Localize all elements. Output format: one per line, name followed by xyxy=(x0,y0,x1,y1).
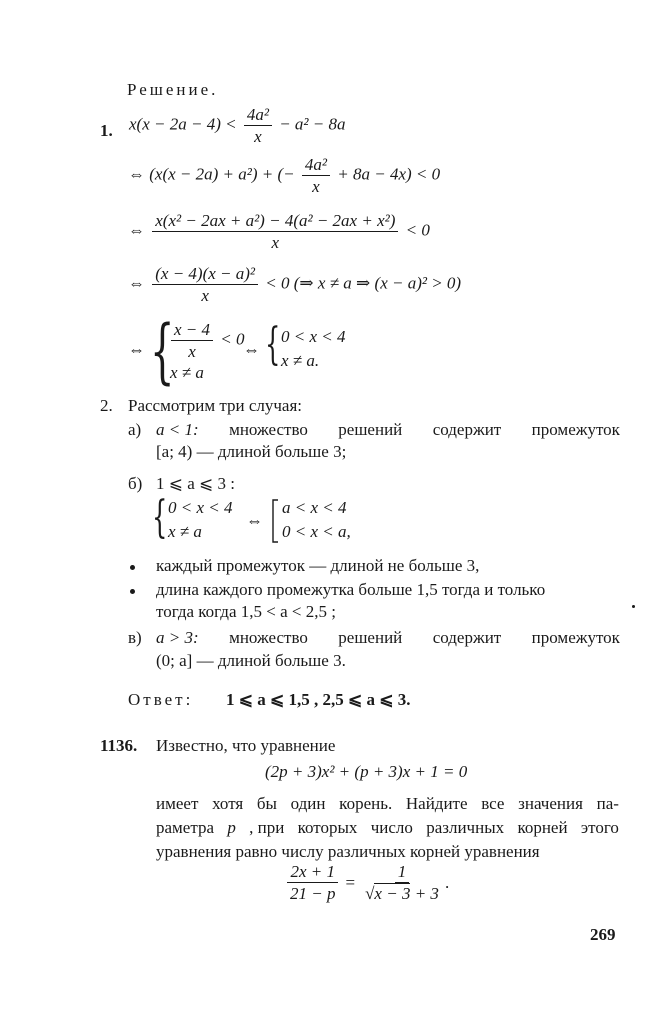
case-b-sys2-row2: 0 < x < a, xyxy=(282,522,351,541)
text-word: раметра xyxy=(156,818,215,837)
problem-eq2 xyxy=(284,862,449,903)
case-b-left-brace: { xyxy=(152,492,168,543)
line3-arrow: ⇔ xyxy=(128,220,145,240)
text-word: , при xyxy=(249,818,285,837)
case-a-word: содержит xyxy=(432,420,502,439)
text-word: па- xyxy=(596,794,619,813)
text-word: имеет xyxy=(156,794,199,813)
case-a-line1 xyxy=(156,420,620,440)
case-b-arrow: ⇔ xyxy=(246,511,263,530)
problem-equation: (2p + 3)x² + (p + 3)x + 1 = 0 xyxy=(265,762,468,781)
line2-part-b: + 8a − 4x) < 0 xyxy=(337,164,441,184)
case-c-word: решений xyxy=(338,628,403,647)
case-b-sys1-row2: x ≠ a xyxy=(168,522,202,541)
sqrt-sign: √ xyxy=(365,884,375,903)
case-a-label: а) xyxy=(128,420,142,439)
eq2-radicand: x − 3 xyxy=(374,884,411,903)
line5-arrow: ⇔ xyxy=(128,340,145,359)
case-c-label: в) xyxy=(128,628,142,647)
page-number: 269 xyxy=(590,925,616,944)
bullet-2-cont: тогда когда 1,5 < a < 2,5 ; xyxy=(156,602,336,621)
line3-frac-num: x(x² − 2ax + a²) − 4(a² − 2ax + x²) xyxy=(152,211,398,232)
text-word: p xyxy=(227,818,236,837)
line1-lhs: x(x − 2a − 4) < xyxy=(129,114,237,134)
text-word: бы xyxy=(256,794,277,813)
case-b-label: б) xyxy=(128,474,143,493)
line1-frac-num: 4a² xyxy=(244,105,272,126)
line5-sys2-row1: 0 < x < 4 xyxy=(281,327,346,346)
eq2-rhs-den-b: + 3 xyxy=(414,884,439,903)
text-word: хотя xyxy=(212,794,244,813)
case-b-condition: 1 ⩽ a ⩽ 3 : xyxy=(156,474,236,493)
sys1-frac-num: x − 4 xyxy=(171,320,213,341)
line1-frac-den: x xyxy=(254,127,262,146)
line4-tail: < 0 (⇒ x ≠ a ⇒ (x − a)² > 0) xyxy=(265,273,462,293)
case-a-line2: [a; 4) — длиной больше 3; xyxy=(156,442,347,461)
problem-text-line2 xyxy=(156,818,619,838)
step1-line1 xyxy=(129,105,345,146)
case-a-word: a < 1: xyxy=(156,420,199,439)
step1-line3 xyxy=(128,211,430,252)
eq2-lhs-num: 2x + 1 xyxy=(287,862,338,883)
case-a-word: решений xyxy=(338,420,403,439)
line5-sys2-row2: x ≠ a. xyxy=(281,351,320,370)
case-c-word: содержит xyxy=(432,628,502,647)
step1-number: 1. xyxy=(100,121,113,140)
sys1-tail: < 0 xyxy=(220,329,245,349)
case-c-word: промежуток xyxy=(531,628,620,647)
case-c-line2: (0; a] — длиной больше 3. xyxy=(156,651,346,670)
solution-heading: Решение. xyxy=(127,80,219,99)
text-word: Найдите xyxy=(405,794,468,813)
line4-frac-den: x xyxy=(201,286,209,305)
case-c-word: множество xyxy=(229,628,308,647)
eq2-lhs-den: 21 − p xyxy=(290,884,336,903)
answer-value: 1 ⩽ a ⩽ 1,5 , 2,5 ⩽ a ⩽ 3. xyxy=(226,690,411,709)
line2-frac-den: x xyxy=(312,177,320,196)
margin-dot xyxy=(632,605,635,608)
problem-text-line3: уравнения равно числу различных корней уравнения xyxy=(156,842,540,861)
text-word: которых xyxy=(297,818,358,837)
bullet-dot-1 xyxy=(130,565,135,570)
step1-line2 xyxy=(128,155,440,196)
text-word: корней xyxy=(517,818,568,837)
eq2-period: . xyxy=(444,872,450,892)
sys1-frac-den: x xyxy=(188,342,196,361)
case-b-sys2-row1: a < x < 4 xyxy=(282,498,347,517)
text-word: один xyxy=(290,794,326,813)
line4-frac-num: (x − 4)(x − a)² xyxy=(152,264,258,285)
line2-frac-num: 4a² xyxy=(302,155,330,176)
eq2-rhs-den xyxy=(362,883,442,903)
step1-line4 xyxy=(128,264,461,305)
text-word: различных xyxy=(426,818,505,837)
text-word: значения xyxy=(518,794,583,813)
case-a-word: промежуток xyxy=(531,420,620,439)
case-b-square-bracket xyxy=(270,498,280,544)
bullet-1: каждый промежуток — длиной не больше 3, xyxy=(156,556,480,575)
line1-rhs: − a² − 8a xyxy=(279,114,346,134)
text-word: число xyxy=(370,818,413,837)
line4-arrow: ⇔ xyxy=(128,273,145,293)
step2-number: 2. xyxy=(100,396,113,415)
step2-intro: Рассмотрим три случая: xyxy=(128,396,303,415)
eq2-equals: = xyxy=(345,872,356,892)
eq2-rhs-num: 1 xyxy=(395,862,410,883)
problem-number: 1136. xyxy=(100,736,138,755)
case-c-line1 xyxy=(156,628,620,648)
answer-label: Ответ: xyxy=(128,690,194,709)
case-a-word: множество xyxy=(229,420,308,439)
line5-left-brace: { xyxy=(150,310,175,392)
bullet-dot-2 xyxy=(130,589,135,594)
line5-sys1-row1 xyxy=(168,320,245,361)
text-word: этого xyxy=(580,818,619,837)
line3-tail: < 0 xyxy=(405,220,430,240)
problem-text-line1 xyxy=(156,794,619,814)
case-b-sys1-row1: 0 < x < 4 xyxy=(168,498,233,517)
line2-part-a: ⇔ (x(x − 2a) + a²) + (− xyxy=(128,164,295,184)
line3-frac-den: x xyxy=(271,233,280,252)
line5-sys1-cond: x ≠ a xyxy=(170,363,204,382)
case-c-word: a > 3: xyxy=(156,628,199,647)
problem-intro: Известно, что уравнение xyxy=(156,736,336,755)
text-word: корень. xyxy=(339,794,393,813)
line5-arrow2: ⇔ xyxy=(243,340,260,359)
text-word: все xyxy=(481,794,505,813)
bullet-2: длина каждого промежутка больше 1,5 тогда и только xyxy=(156,580,546,599)
line5-right-brace: { xyxy=(265,319,281,370)
